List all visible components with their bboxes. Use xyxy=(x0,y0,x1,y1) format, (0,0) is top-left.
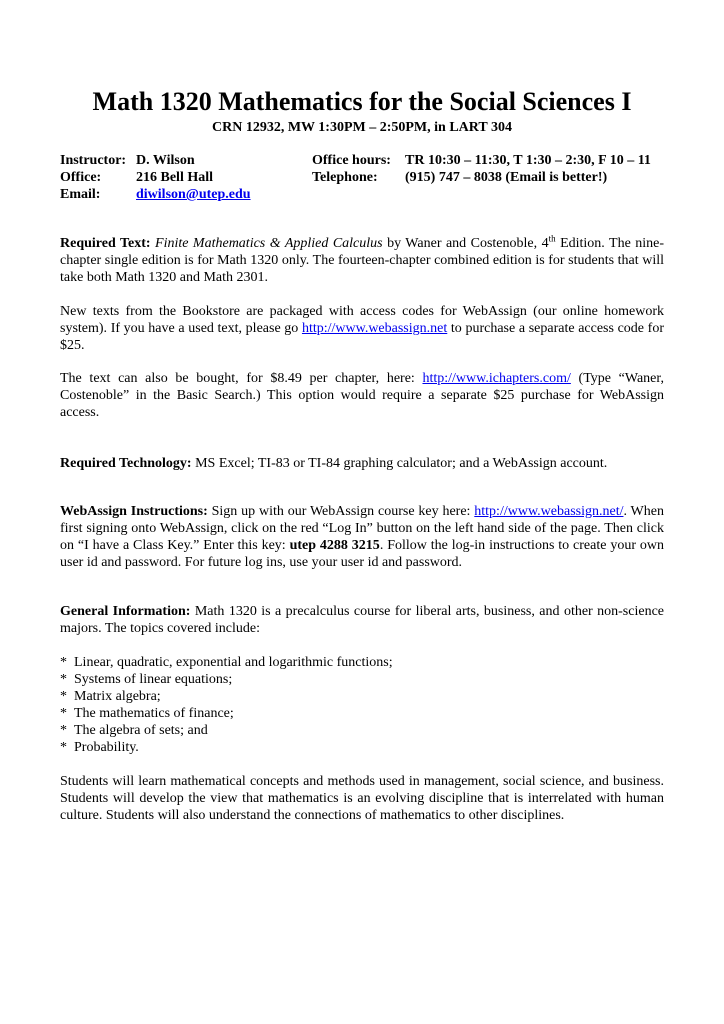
technology-body: MS Excel; TI-83 or TI-84 graphing calculator; and a WebAssign account. xyxy=(191,456,608,471)
bullet: * xyxy=(60,672,67,687)
webassign-paragraph xyxy=(60,503,664,571)
list-item xyxy=(60,722,393,739)
ichapters-body: The text can also be bought, for $8.49 per chapter, here: xyxy=(60,371,423,386)
bullet: * xyxy=(60,723,67,738)
topic-text: Linear, quadratic, exponential and logarithmic functions; xyxy=(74,655,393,670)
instructor-label: Instructor: xyxy=(60,153,127,168)
ichapters-paragraph xyxy=(60,370,664,421)
required-text-paragraph xyxy=(60,235,664,286)
telephone-label: Telephone: xyxy=(312,170,378,185)
list-item xyxy=(60,654,393,671)
edition-superscript: th xyxy=(548,233,556,244)
list-item xyxy=(60,671,393,688)
class-key: utep 4288 3215 xyxy=(289,538,380,553)
list-item xyxy=(60,688,393,705)
email-link[interactable]: diwilson@utep.edu xyxy=(136,187,251,202)
technology-heading: Required Technology: xyxy=(60,456,192,471)
email-label: Email: xyxy=(60,187,101,202)
book-authors: by Waner and Costenoble, 4 xyxy=(382,236,549,251)
general-info-paragraph xyxy=(60,603,664,637)
bullet: * xyxy=(60,655,67,670)
topic-text: Probability. xyxy=(74,740,139,755)
webassign-heading: WebAssign Instructions: xyxy=(60,504,208,519)
webassign-link[interactable]: http://www.webassign.net xyxy=(301,321,448,336)
telephone-value: (915) 747 – 8038 (Email is better!) xyxy=(405,170,608,185)
topic-text: Matrix algebra; xyxy=(74,689,161,704)
ichapters-tail: (Type “Waner, Costenoble” in the Basic Search.) This option would require a separate $25 purchase for WebAssign access. xyxy=(60,371,664,420)
list-item xyxy=(60,739,393,756)
webassign-course-link[interactable]: http://www.webassign.net/ xyxy=(474,504,624,519)
new-texts-tail: to purchase a separate access code for $25. xyxy=(60,321,664,353)
office-value: 216 Bell Hall xyxy=(136,170,213,185)
office-label: Office: xyxy=(60,170,102,185)
topic-text: Systems of linear equations; xyxy=(74,672,233,687)
topic-text: The mathematics of finance; xyxy=(74,706,234,721)
bullet: * xyxy=(60,740,67,755)
topics-list xyxy=(60,654,393,756)
required-text-body: Edition. The nine-chapter single edition is for Math 1320 only. The fourteen-chapter combined edition is for students that will take both Math 1320 and Math 2301. xyxy=(60,236,665,285)
bullet: * xyxy=(60,706,67,721)
closing-paragraph: Students will learn mathematical concepts and methods used in management, social science, and business. Students will develop the view that mathematics is an evolving discipline that is interrelated with human culture. Students will also understand the connections of mathematics to other disciplines. xyxy=(60,774,664,823)
topic-text: The algebra of sets; and xyxy=(74,723,208,738)
office-hours-label: Office hours: xyxy=(312,153,391,168)
webassign-tail: . Follow the log-in instructions to create your own user id and password. For future log ins, use your user id and password. xyxy=(60,538,664,570)
instructor-value: D. Wilson xyxy=(136,153,195,168)
required-text-heading: Required Text: xyxy=(60,236,151,251)
general-info-heading: General Information: xyxy=(60,604,191,619)
office-hours-value: TR 10:30 – 11:30, T 1:30 – 2:30, F 10 – 11 xyxy=(405,153,651,168)
general-info-body: Math 1320 is a precalculus course for liberal arts, business, and other non-science majors. The topics covered include: xyxy=(60,604,665,636)
webassign-steps: . When first signing onto WebAssign, click on the red “Log In” button on the left hand side of the page. Then click on “I have a Class Key.” Enter this key: xyxy=(60,504,664,553)
technology-paragraph xyxy=(60,455,664,472)
list-item xyxy=(60,705,393,722)
book-title: Finite Mathematics & Applied Calculus xyxy=(155,236,383,251)
bullet: * xyxy=(60,689,67,704)
ichapters-link[interactable]: http://www.ichapters.com/ xyxy=(422,371,571,386)
course-schedule-line: CRN 12932, MW 1:30PM – 2:50PM, in LART 304 xyxy=(212,120,512,135)
new-texts-body: New texts from the Bookstore are packaged with access codes for WebAssign (our online homework system). If you have a used text, please go xyxy=(60,304,664,336)
page-title: Math 1320 Mathematics for the Social Sciences I xyxy=(92,87,632,116)
webassign-intro: Sign up with our WebAssign course key here: xyxy=(207,504,475,519)
new-texts-paragraph xyxy=(60,303,664,354)
